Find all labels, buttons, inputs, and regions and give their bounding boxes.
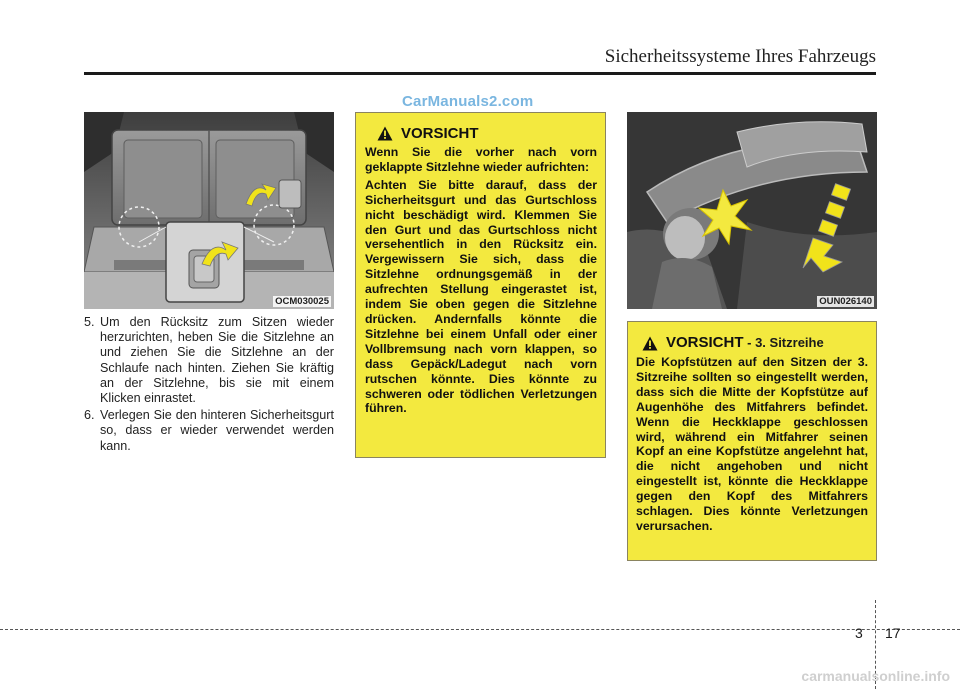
caution-heading: [666, 334, 824, 352]
caution-title: VORSICHT: [401, 125, 479, 142]
page-footer: [0, 625, 960, 647]
list-item: [84, 315, 334, 406]
watermark-top[interactable]: CarManuals2.com: [402, 93, 534, 110]
list-item: [84, 408, 334, 454]
caution-box-seatback: [355, 112, 606, 458]
caution-paragraph-1: Wenn Sie die vorher nach vorn geklappte Sitzlehne wieder aufrichten:: [365, 145, 597, 174]
footer-dashed-rule: [0, 629, 960, 630]
caution-title: VORSICHT: [666, 334, 744, 351]
caution-subtitle: - 3. Sitzreihe: [743, 335, 824, 350]
step-number: 5.: [84, 315, 95, 329]
figure-code-left: OCM030025: [275, 296, 329, 307]
step-text: Verlegen Sie den hinteren Sicherheitsgurt so, dass er wieder verwendet werden kann.: [100, 408, 334, 453]
caution-paragraph-2: Achten Sie bitte darauf, dass der Sicherheitsgurt und das Gurtschloss nicht beschädigt wird. Klemmen Sie den Gurt und das Gurtschloss nicht versehentlich in den Rücksitz ein. Vergewissern Sie sich, dass die Sitzlehne ordnungsgemäß in der aufrechten Stellung eingerastet ist, indem Sie oben gegen die Sitzlehne drücken. Andernfalls könnte die Sitzlehne bei einem Unfall oder einer Vollbremsung nach vorn klappen, so dass Gepäck/Ladegut nach vorn rutschen könnte. Dies könnte zu schweren oder tödlichen Verletzungen führen.: [365, 177, 597, 416]
caution-paragraph: Die Kopfstützen auf den Sitzen der 3. Sitzreihe sollten so eingestellt werden, dass sich die Mitte der Kopfstütze auf Augenhöhe des Mitfahrers befindet. Wenn die Heckklappe geschlossen wird, während ein Mitfahrer seinen Kopf an eine Kopfstütze angelehnt hat, die nicht angehoben und nicht eingestellt ist, könnte die Heckklappe gegen den Kopf des Mitfahrers schlagen. Dies könnte Verletzungen verursachen.: [636, 355, 868, 533]
warning-triangle-icon: [377, 126, 393, 141]
watermark-bottom[interactable]: carmanualsonline.info: [801, 668, 950, 684]
step-text: Um den Rücksitz zum Sitzen wieder herzurichten, heben Sie die Sitzlehne an und ziehen Sie die Sitzlehne an der Schlaufe nach hinten. Ziehen Sie kräftig an der Sitzlehne, bis sie mit einem Klicken einrastet.: [100, 315, 334, 406]
figure-tailgate-head-impact: [627, 112, 877, 309]
page-number: 17: [885, 625, 901, 641]
header-rule: [84, 72, 876, 75]
warning-triangle-icon: [642, 336, 658, 351]
caution-box-third-row: [627, 321, 877, 561]
figure-code-right: OUN026140: [819, 296, 872, 307]
figure-luggage-compartment: [84, 112, 334, 309]
tailgate-impact-illustration: [627, 112, 877, 309]
instruction-steps: [84, 315, 334, 456]
running-header-title: Sicherheitssysteme Ihres Fahrzeugs: [604, 46, 876, 67]
luggage-compartment-illustration: [84, 112, 334, 309]
step-number: 6.: [84, 408, 95, 423]
chapter-number: 3: [855, 625, 863, 641]
